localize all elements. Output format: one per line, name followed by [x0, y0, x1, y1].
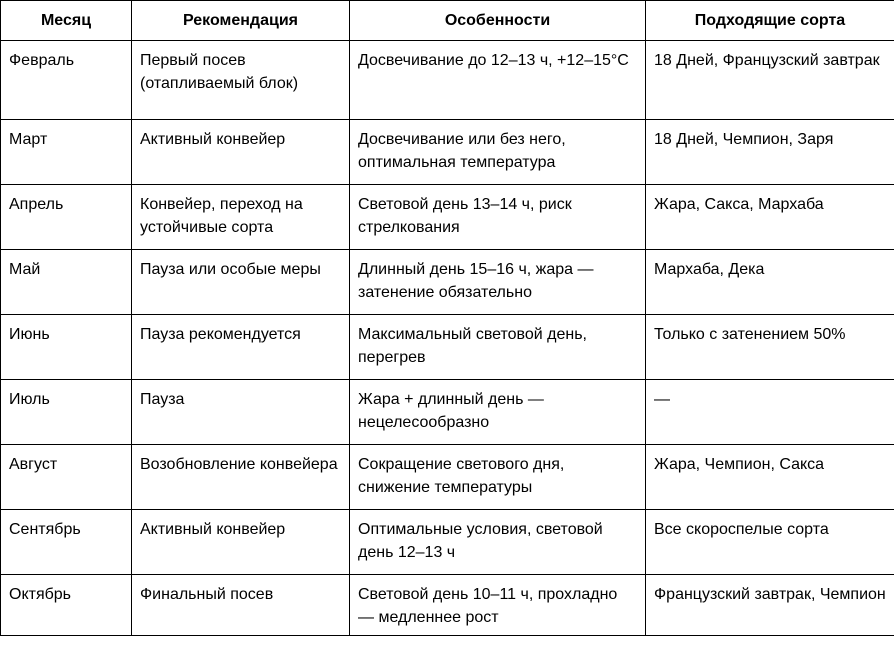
cell-varieties: Мархаба, Дека [646, 250, 894, 315]
cell-features: Световой день 10–11 ч, прохладно — медленнее рост [350, 575, 646, 636]
cell-features: Досвечивание до 12–13 ч, +12–15°C [350, 41, 646, 120]
cell-month: Май [1, 250, 132, 315]
table-row [1, 120, 894, 185]
cell-recommendation: Возобновление конвейера [132, 445, 350, 510]
table-body [1, 41, 894, 636]
cell-varieties: Французский завтрак, Чемпион [646, 575, 894, 636]
cell-month: Июнь [1, 315, 132, 380]
cell-features: Жара + длинный день — нецелесообразно [350, 380, 646, 445]
cell-month: Август [1, 445, 132, 510]
cell-month: Февраль [1, 41, 132, 120]
table-row [1, 185, 894, 250]
cell-recommendation: Пауза [132, 380, 350, 445]
table-row [1, 250, 894, 315]
cell-recommendation: Пауза или особые меры [132, 250, 350, 315]
cell-recommendation: Пауза рекомендуется [132, 315, 350, 380]
cell-month: Март [1, 120, 132, 185]
cell-varieties: Жара, Сакса, Мархаба [646, 185, 894, 250]
table-row [1, 380, 894, 445]
cell-features: Оптимальные условия, световой день 12–13 ч [350, 510, 646, 575]
cell-varieties: 18 Дней, Чемпион, Заря [646, 120, 894, 185]
cell-features: Досвечивание или без него, оптимальная температура [350, 120, 646, 185]
cell-features: Максимальный световой день, перегрев [350, 315, 646, 380]
table-row [1, 315, 894, 380]
header-varieties: Подходящие сорта [646, 1, 894, 41]
header-features: Особенности [350, 1, 646, 41]
table-row [1, 41, 894, 120]
header-row [1, 1, 894, 41]
cell-features: Световой день 13–14 ч, риск стрелкования [350, 185, 646, 250]
cell-features: Сокращение светового дня, снижение температуры [350, 445, 646, 510]
table-row [1, 575, 894, 636]
table-header [1, 1, 894, 41]
header-month: Месяц [1, 1, 132, 41]
cell-month: Июль [1, 380, 132, 445]
cell-recommendation: Активный конвейер [132, 120, 350, 185]
cell-varieties: — [646, 380, 894, 445]
cell-recommendation: Первый посев (отапливаемый блок) [132, 41, 350, 120]
cell-month: Апрель [1, 185, 132, 250]
table-row [1, 445, 894, 510]
cell-recommendation: Активный конвейер [132, 510, 350, 575]
cell-recommendation: Конвейер, переход на устойчивые сорта [132, 185, 350, 250]
cell-features: Длинный день 15–16 ч, жара — затенение обязательно [350, 250, 646, 315]
cell-varieties: 18 Дней, Французский завтрак [646, 41, 894, 120]
header-recommendation: Рекомендация [132, 1, 350, 41]
table-row [1, 510, 894, 575]
cell-varieties: Только с затенением 50% [646, 315, 894, 380]
cell-varieties: Жара, Чемпион, Сакса [646, 445, 894, 510]
cell-month: Сентябрь [1, 510, 132, 575]
cell-varieties: Все скороспелые сорта [646, 510, 894, 575]
cell-month: Октябрь [1, 575, 132, 636]
cell-recommendation: Финальный посев [132, 575, 350, 636]
